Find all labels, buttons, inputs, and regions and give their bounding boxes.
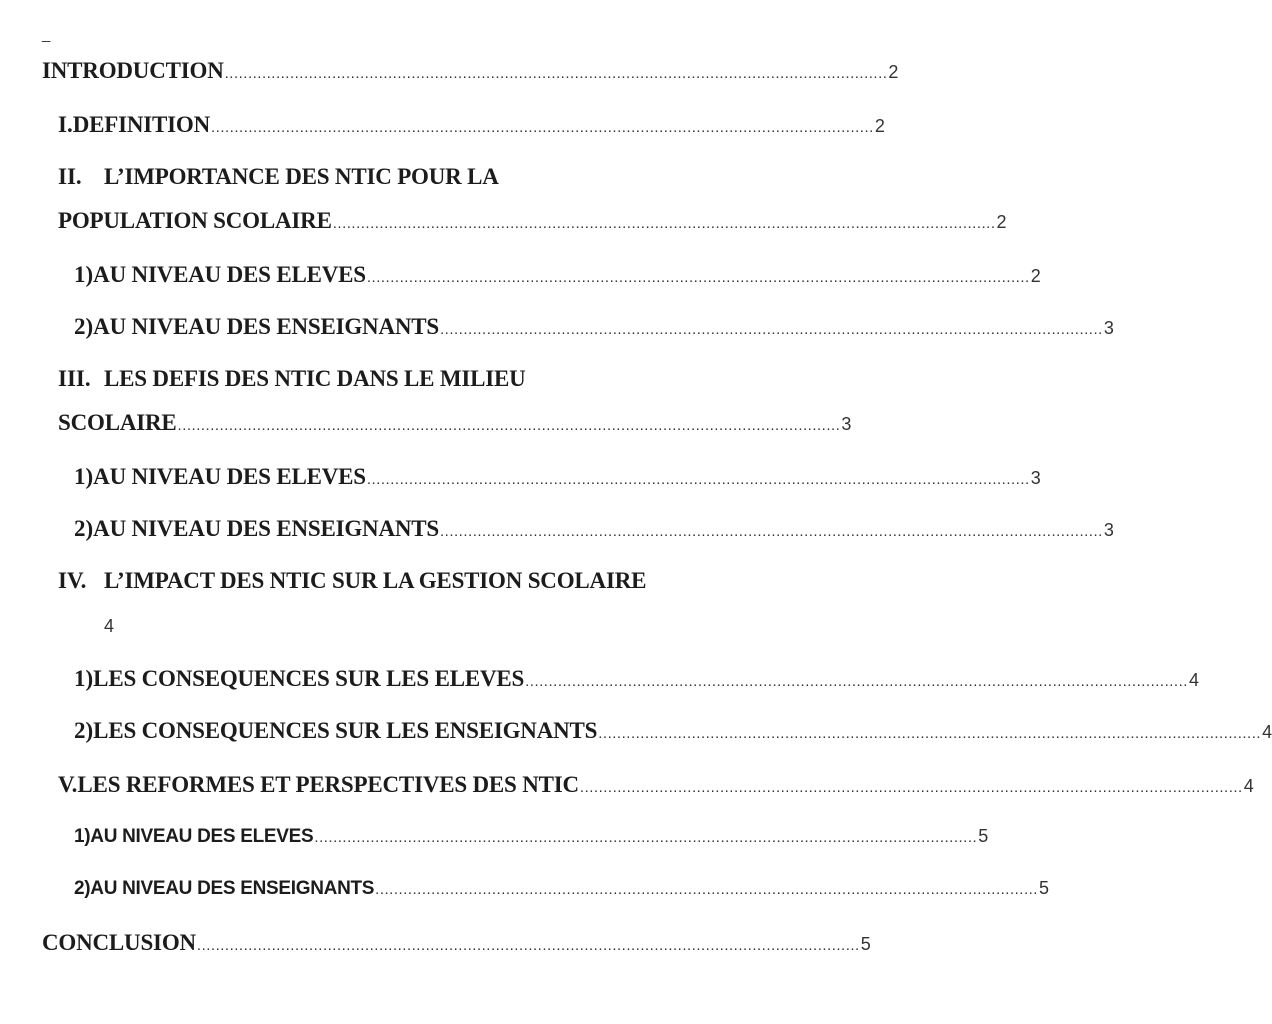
toc-title: AU NIVEAU DES ENSEIGNANTS xyxy=(90,878,375,899)
toc-number: 2) xyxy=(74,516,94,541)
toc-entry-impact[interactable] xyxy=(58,568,748,594)
toc-page: 5 xyxy=(860,934,871,954)
toc-number: 2) xyxy=(74,878,91,899)
toc-number: I. xyxy=(58,112,73,137)
toc-number: 2) xyxy=(74,718,94,743)
toc-title: LES CONSEQUENCES SUR LES ELEVES xyxy=(93,666,525,691)
toc-entry-enseignants-2[interactable] xyxy=(74,516,1114,542)
toc-leader: .............................................................................................................................................. xyxy=(375,881,1038,898)
toc-entry-definition[interactable] xyxy=(58,112,885,138)
toc-title: AU NIVEAU DES ENSEIGNANTS xyxy=(93,516,440,541)
toc-entry-eleves-1[interactable] xyxy=(74,262,1041,288)
toc-leader: .............................................................................................................................................. xyxy=(598,725,1262,742)
toc-title-continued: POPULATION SCOLAIRE xyxy=(58,208,332,233)
toc-entry-defis-cont[interactable] xyxy=(58,410,852,436)
toc-leader: .............................................................................................................................................. xyxy=(314,829,978,846)
toc-leader: .............................................................................................................................................. xyxy=(366,269,1030,286)
toc-page: 2 xyxy=(888,62,899,82)
toc-page: 2 xyxy=(996,212,1007,232)
toc-entry-importance-cont[interactable] xyxy=(58,208,1007,234)
toc-leader: .............................................................................................................................................. xyxy=(224,65,888,82)
toc-page: 4 xyxy=(1188,670,1199,690)
toc-entry-defis[interactable] xyxy=(58,366,726,392)
toc-entry-enseignants-3[interactable] xyxy=(74,878,1049,900)
toc-title: AU NIVEAU DES ELEVES xyxy=(90,826,314,847)
toc-page: 3 xyxy=(1103,520,1114,540)
toc-page: 3 xyxy=(1030,468,1041,488)
toc-page: 2 xyxy=(1030,266,1041,286)
toc-number: II. xyxy=(58,164,82,189)
toc-title: CONCLUSION xyxy=(42,930,196,955)
toc-entry-consequences-eleves[interactable] xyxy=(74,666,1199,692)
toc-title: AU NIVEAU DES ENSEIGNANTS xyxy=(93,314,440,339)
cursor-mark: _ xyxy=(42,26,51,43)
toc-title: LES CONSEQUENCES SUR LES ENSEIGNANTS xyxy=(93,718,598,743)
toc-page: 5 xyxy=(978,826,989,846)
toc-number: 1) xyxy=(74,826,91,847)
toc-page: 4 xyxy=(104,616,115,636)
toc-number: 1) xyxy=(74,464,94,489)
toc-leader: .............................................................................................................................................. xyxy=(196,937,860,954)
toc-leader: .............................................................................................................................................. xyxy=(440,523,1103,540)
toc-title: LES DEFIS DES NTIC DANS LE MILIEU xyxy=(104,366,526,391)
toc-number: 1) xyxy=(74,666,94,691)
toc-page: 3 xyxy=(841,414,852,434)
toc-page: 2 xyxy=(874,116,885,136)
toc-page: 4 xyxy=(1262,722,1272,742)
toc-entry-eleves-3[interactable] xyxy=(74,826,989,848)
toc-leader: .............................................................................................................................................. xyxy=(366,471,1030,488)
toc-title: INTRODUCTION xyxy=(42,58,224,83)
toc-number: 1) xyxy=(74,262,94,287)
toc-title: LES REFORMES ET PERSPECTIVES DES NTIC xyxy=(77,772,579,797)
toc-entry-conclusion[interactable] xyxy=(42,930,871,956)
toc-leader: .............................................................................................................................................. xyxy=(579,779,1243,796)
toc-title: L’IMPORTANCE DES NTIC POUR LA xyxy=(104,164,499,189)
toc-page: 4 xyxy=(1243,776,1254,796)
toc-leader: .............................................................................................................................................. xyxy=(177,417,841,434)
toc-title: AU NIVEAU DES ELEVES xyxy=(93,464,366,489)
toc-entry-eleves-2[interactable] xyxy=(74,464,1041,490)
toc-title-continued: SCOLAIRE xyxy=(58,410,177,435)
toc-page: 5 xyxy=(1038,878,1049,898)
toc-page: 3 xyxy=(1103,318,1114,338)
toc-number: III. xyxy=(58,366,91,391)
toc-entry-reformes[interactable] xyxy=(58,772,1254,798)
toc-leader: .............................................................................................................................................. xyxy=(332,215,996,232)
toc-entry-importance[interactable] xyxy=(58,164,726,190)
toc-entry-consequences-enseignants[interactable] xyxy=(74,718,1272,744)
toc-leader: .............................................................................................................................................. xyxy=(440,321,1103,338)
toc-title: AU NIVEAU DES ELEVES xyxy=(93,262,366,287)
toc-entry-enseignants-1[interactable] xyxy=(74,314,1114,340)
toc-entry-introduction[interactable] xyxy=(42,58,899,84)
toc-title: L’IMPACT DES NTIC SUR LA GESTION SCOLAIRE xyxy=(104,568,647,593)
toc-number: 2) xyxy=(74,314,94,339)
toc-number: IV. xyxy=(58,568,87,593)
toc-number: V. xyxy=(58,772,78,797)
toc-leader: .............................................................................................................................................. xyxy=(211,119,874,136)
toc-title: DEFINITION xyxy=(72,112,211,137)
toc-leader: .............................................................................................................................................. xyxy=(525,673,1188,690)
